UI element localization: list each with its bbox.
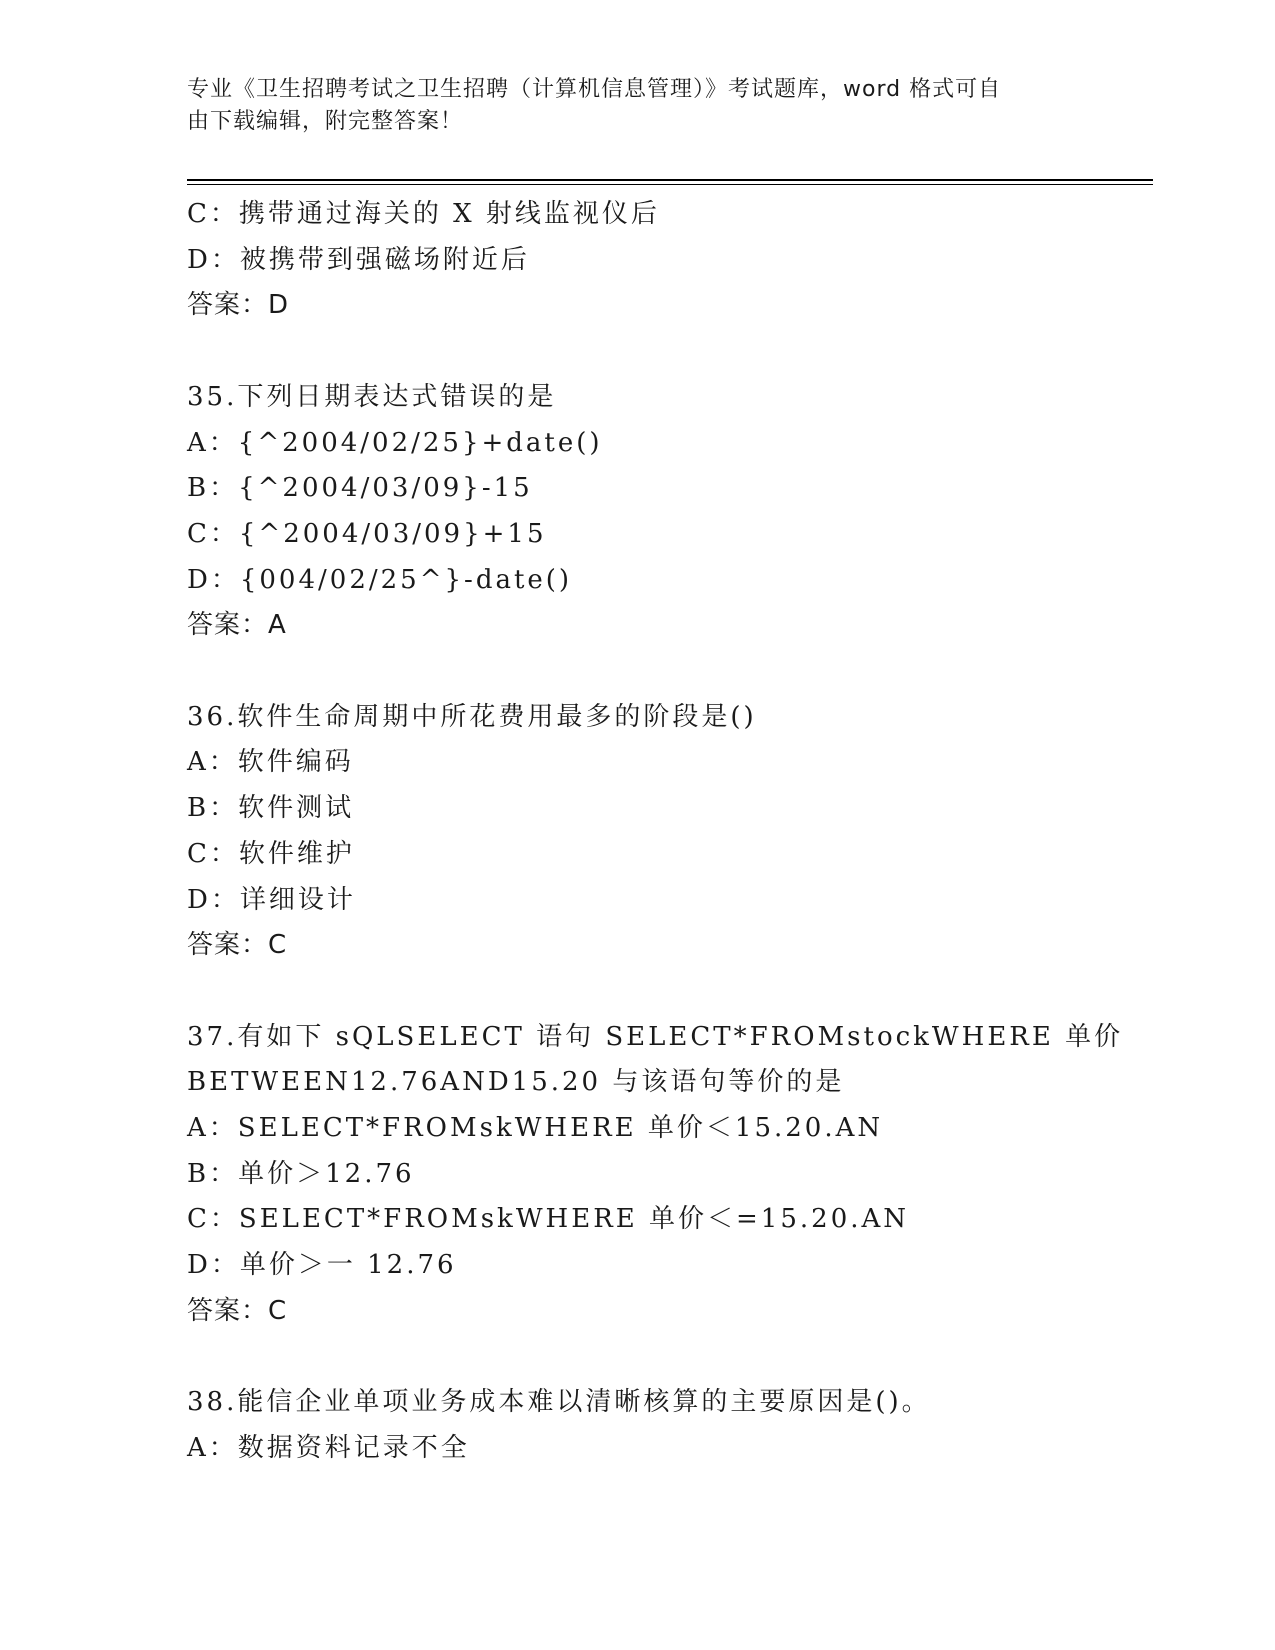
header-divider-thin bbox=[187, 184, 1153, 185]
option-c: C：软件维护 bbox=[187, 838, 355, 869]
answer-line: 答案：C bbox=[187, 1295, 288, 1326]
option-d: D：详细设计 bbox=[187, 884, 356, 915]
option-c: C：携带通过海关的 X 射线监视仪后 bbox=[187, 199, 660, 229]
option-a: A：SELECT*FROMskWHERE 单价＜15.20.AN bbox=[187, 1113, 884, 1144]
option-a: A：软件编码 bbox=[187, 747, 354, 778]
option-d: D：单价＞一 12.76 bbox=[187, 1250, 457, 1281]
spacer bbox=[187, 969, 1147, 1015]
option-c: C：SELECT*FROMskWHERE 单价＜=15.20.AN bbox=[187, 1204, 910, 1235]
header-line-2: 由下载编辑，附完整答案！ bbox=[187, 109, 464, 134]
prev-question-block bbox=[187, 192, 1147, 329]
option-b: B：{^2004/03/09}-15 bbox=[187, 473, 533, 504]
option-a: A：{^2004/02/25}+date() bbox=[187, 427, 603, 458]
question-stem: 38.能信企业单项业务成本难以清晰核算的主要原因是()。 bbox=[187, 1387, 931, 1418]
answer-line: 答案：A bbox=[187, 610, 287, 641]
question-38 bbox=[187, 1380, 1147, 1471]
header-line-1: 专业《卫生招聘考试之卫生招聘（计算机信息管理）》考试题库，word 格式可自 bbox=[187, 77, 1002, 102]
option-c: C：{^2004/03/09}+15 bbox=[187, 518, 547, 549]
question-stem: 35.下列日期表达式错误的是 bbox=[187, 381, 557, 412]
question-stem: 36.软件生命周期中所花费用最多的阶段是() bbox=[187, 701, 757, 732]
option-d: D：{004/02/25^}-date() bbox=[187, 564, 573, 595]
question-stem-continued: BETWEEN12.76AND15.20 与该语句等价的是 bbox=[187, 1067, 845, 1098]
question-37 bbox=[187, 1015, 1147, 1335]
question-list bbox=[187, 192, 1147, 1472]
spacer bbox=[187, 329, 1147, 375]
answer-line: 答案：C bbox=[187, 930, 288, 961]
question-stem: 37.有如下 sQLSELECT 语句 SELECT*FROMstockWHERE 单价 bbox=[187, 1021, 1124, 1052]
document-header bbox=[187, 74, 1087, 138]
option-b: B：软件测试 bbox=[187, 793, 355, 824]
spacer bbox=[187, 1335, 1147, 1381]
spacer bbox=[187, 649, 1147, 695]
answer-line: 答案：D bbox=[187, 290, 290, 321]
option-b: B：单价＞12.76 bbox=[187, 1158, 415, 1189]
option-a: A：数据资料记录不全 bbox=[187, 1432, 470, 1463]
header-divider-thick bbox=[187, 179, 1153, 181]
option-d: D：被携带到强磁场附近后 bbox=[187, 244, 530, 275]
question-35 bbox=[187, 375, 1147, 649]
question-36 bbox=[187, 695, 1147, 969]
